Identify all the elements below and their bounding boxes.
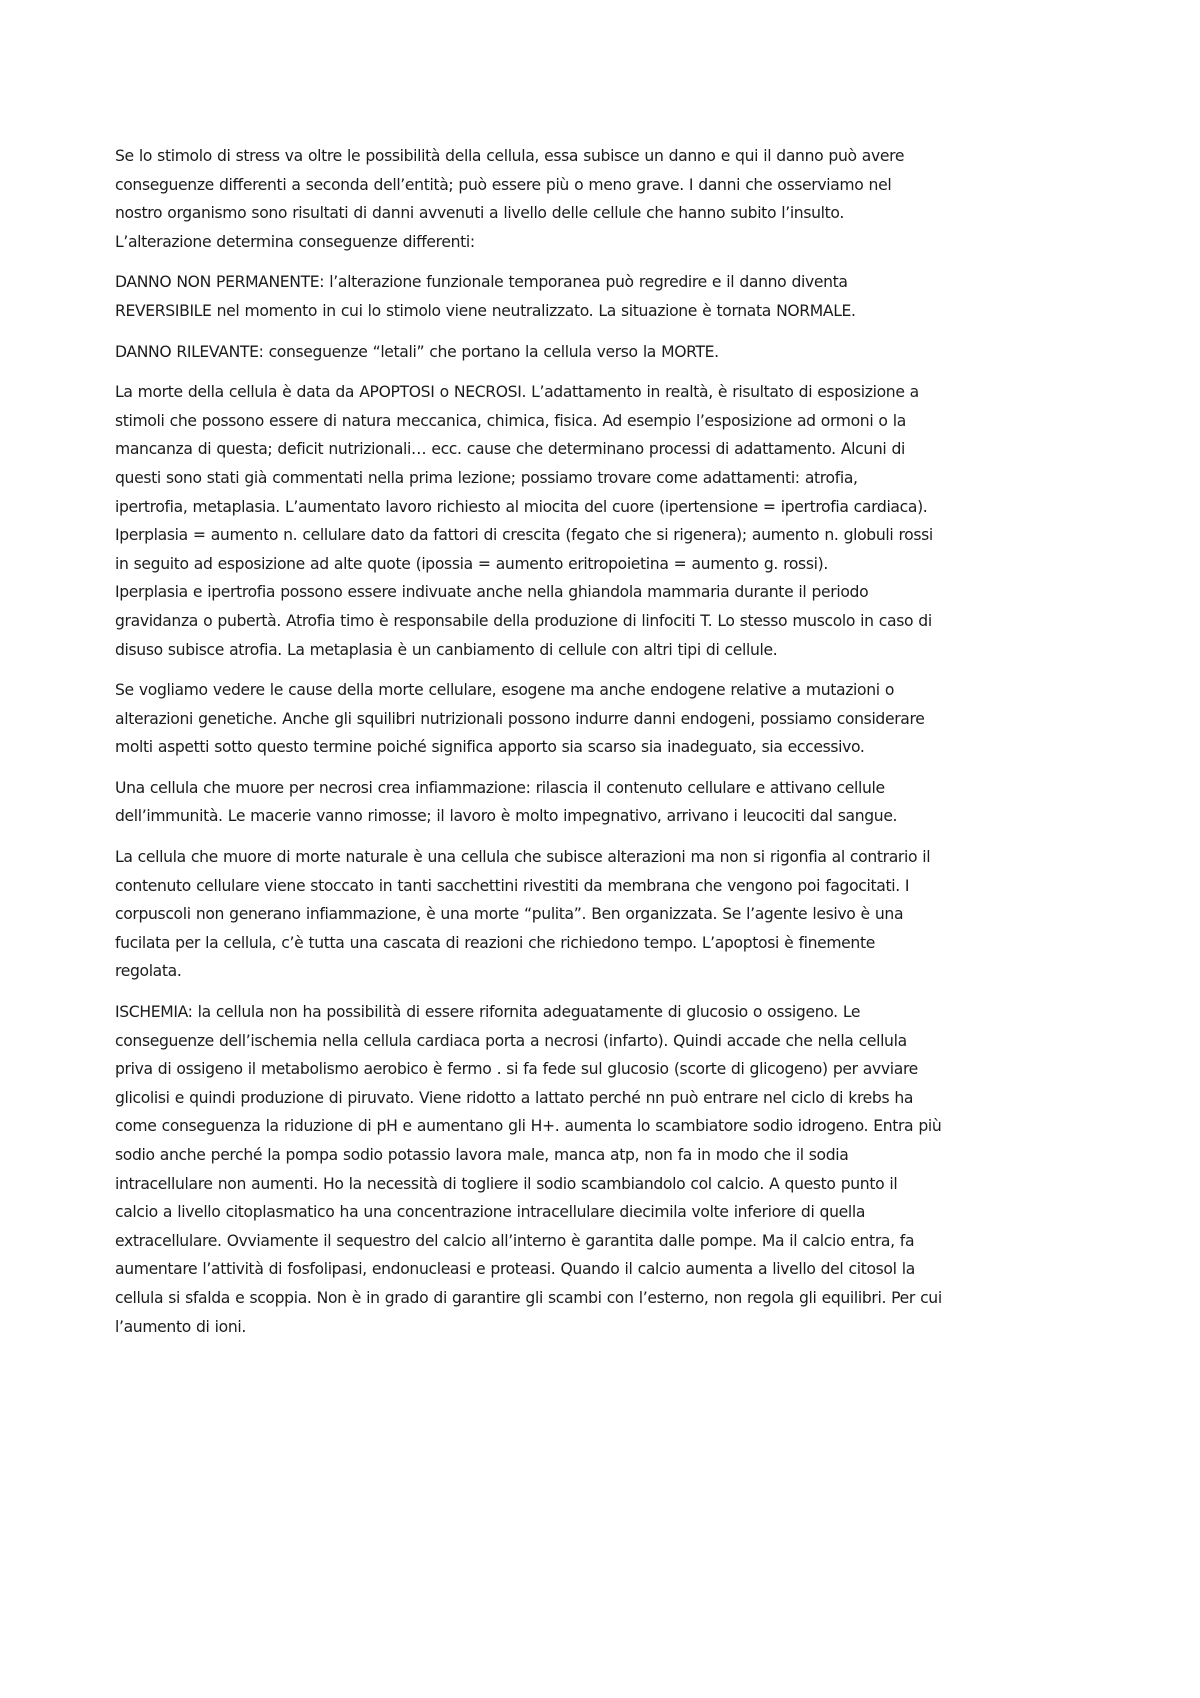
text-line: mancanza di questa; deficit nutrizionali… ecc. cause che determinano processi di adattamento. Alcuni di [115,440,906,459]
text-line: in seguito ad esposizione ad alte quote (ipossia = aumento eritropoietina = aumento g. rossi). [115,554,828,573]
text-line: corpuscoli non generano infiammazione, è una morte “pulita”. Ben organizzata. Se l’agente lesivo è una [115,905,904,924]
document-body [115,142,1075,1353]
paragraph [115,142,1075,256]
text-line: come conseguenza la riduzione di pH e aumentano gli H+. aumenta lo scambiatore sodio idrogeno. Entra più [115,1117,942,1136]
text-line: DANNO NON PERMANENTE: l’alterazione funzionale temporanea può regredire e il danno diventa [115,273,848,292]
text-line: La morte della cellula è data da APOPTOSI o NECROSI. L’adattamento in realtà, è risultato di esposizione a [115,383,919,402]
text-line: dell’immunità. Le macerie vanno rimosse; il lavoro è molto impegnativo, arrivano i leucociti dal sangue. [115,807,898,826]
text-line: La cellula che muore di morte naturale è una cellula che subisce alterazioni ma non si rigonfia al contrario il [115,848,931,867]
text-line: regolata. [115,962,182,981]
text-line: conseguenze differenti a seconda dell’entità; può essere più o meno grave. I danni che osserviamo nel [115,175,892,194]
text-line: calcio a livello citoplasmatico ha una concentrazione intracellulare diecimila volte inferiore di quella [115,1203,866,1222]
text-line: l’aumento di ioni. [115,1317,246,1336]
text-line: Se vogliamo vedere le cause della morte cellulare, esogene ma anche endogene relative a mutazioni o [115,681,895,700]
text-line: fucilata per la cellula, c’è tutta una cascata di reazioni che richiedono tempo. L’apoptosi è finemente [115,933,875,952]
text-line: REVERSIBILE nel momento in cui lo stimolo viene neutralizzato. La situazione è tornata NORMALE. [115,301,856,320]
paragraph [115,338,1075,367]
text-line: Iperplasia = aumento n. cellulare dato da fattori di crescita (fegato che si rigenera); aumento n. globuli rossi [115,526,933,545]
text-line: L’alterazione determina conseguenze differenti: [115,232,475,251]
text-line: aumentare l’attività di fosfolipasi, endonucleasi e proteasi. Quando il calcio aumenta a livello del citosol la [115,1260,915,1279]
text-line: contenuto cellulare viene stoccato in tanti sacchettini rivestiti da membrana che vengono poi fagocitati. I [115,876,910,895]
text-line: DANNO RILEVANTE: conseguenze “letali” che portano la cellula verso la MORTE. [115,342,719,361]
text-line: Se lo stimolo di stress va oltre le possibilità della cellula, essa subisce un danno e qui il danno può avere [115,147,905,165]
text-line: questi sono stati già commentati nella prima lezione; possiamo trovare come adattamenti: atrofia, [115,468,858,487]
text-line: priva di ossigeno il metabolismo aerobico è fermo . si fa fede sul glucosio (scorte di glicogeno) per avviare [115,1060,918,1079]
paragraph [115,843,1075,986]
text-line: ipertrofia, metaplasia. L’aumentato lavoro richiesto al miocita del cuore (ipertensione = ipertrofia cardiaca). [115,497,928,516]
paragraph [115,998,1075,1341]
text-line: alterazioni genetiche. Anche gli squilibri nutrizionali possono indurre danni endogeni, possiamo considerare [115,709,925,728]
text-line: Iperplasia e ipertrofia possono essere indivuate anche nella ghiandola mammaria durante il periodo [115,583,869,602]
text-line: cellula si sfalda e scoppia. Non è in grado di garantire gli scambi con l’esterno, non regola gli equilibri. Per cui [115,1288,942,1307]
paragraph [115,378,1075,664]
paragraph [115,774,1075,831]
text-line: extracellulare. Ovviamente il sequestro del calcio all’interno è garantita dalle pompe. Ma il calcio entra, fa [115,1231,915,1250]
paragraph [115,268,1075,325]
text-line: glicolisi e quindi produzione di piruvato. Viene ridotto a lattato perché nn può entrare nel ciclo di krebs ha [115,1088,914,1107]
text-line: molti aspetti sotto questo termine poiché significa apporto sia scarso sia inadeguato, sia eccessivo. [115,738,865,757]
text-line: conseguenze dell’ischemia nella cellula cardiaca porta a necrosi (infarto). Quindi accade che nella cellula [115,1031,907,1050]
text-line: sodio anche perché la pompa sodio potassio lavora male, manca atp, non fa in modo che il sodia [115,1146,849,1164]
text-line: nostro organismo sono risultati di danni avvenuti a livello delle cellule che hanno subito l’insulto. [115,204,844,223]
text-line: Una cellula che muore per necrosi crea infiammazione: rilascia il contenuto cellulare e attivano cellule [115,778,885,797]
text-line: intracellulare non aumenti. Ho la necessità di togliere il sodio scambiandolo col calcio. A questo punto il [115,1174,898,1193]
text-line: gravidanza o pubertà. Atrofia timo è responsabile della produzione di linfociti T. Lo stesso muscolo in caso di [115,611,932,630]
text-line: disuso subisce atrofia. La metaplasia è un canbiamento di cellule con altri tipi di cellule. [115,640,778,659]
paragraph [115,676,1075,762]
text-line: stimoli che possono essere di natura meccanica, chimica, fisica. Ad esempio l’esposizione ad ormoni o la [115,411,906,430]
text-line: ISCHEMIA: la cellula non ha possibilità di essere rifornita adeguatamente di glucosio o ossigeno. Le [115,1003,861,1022]
